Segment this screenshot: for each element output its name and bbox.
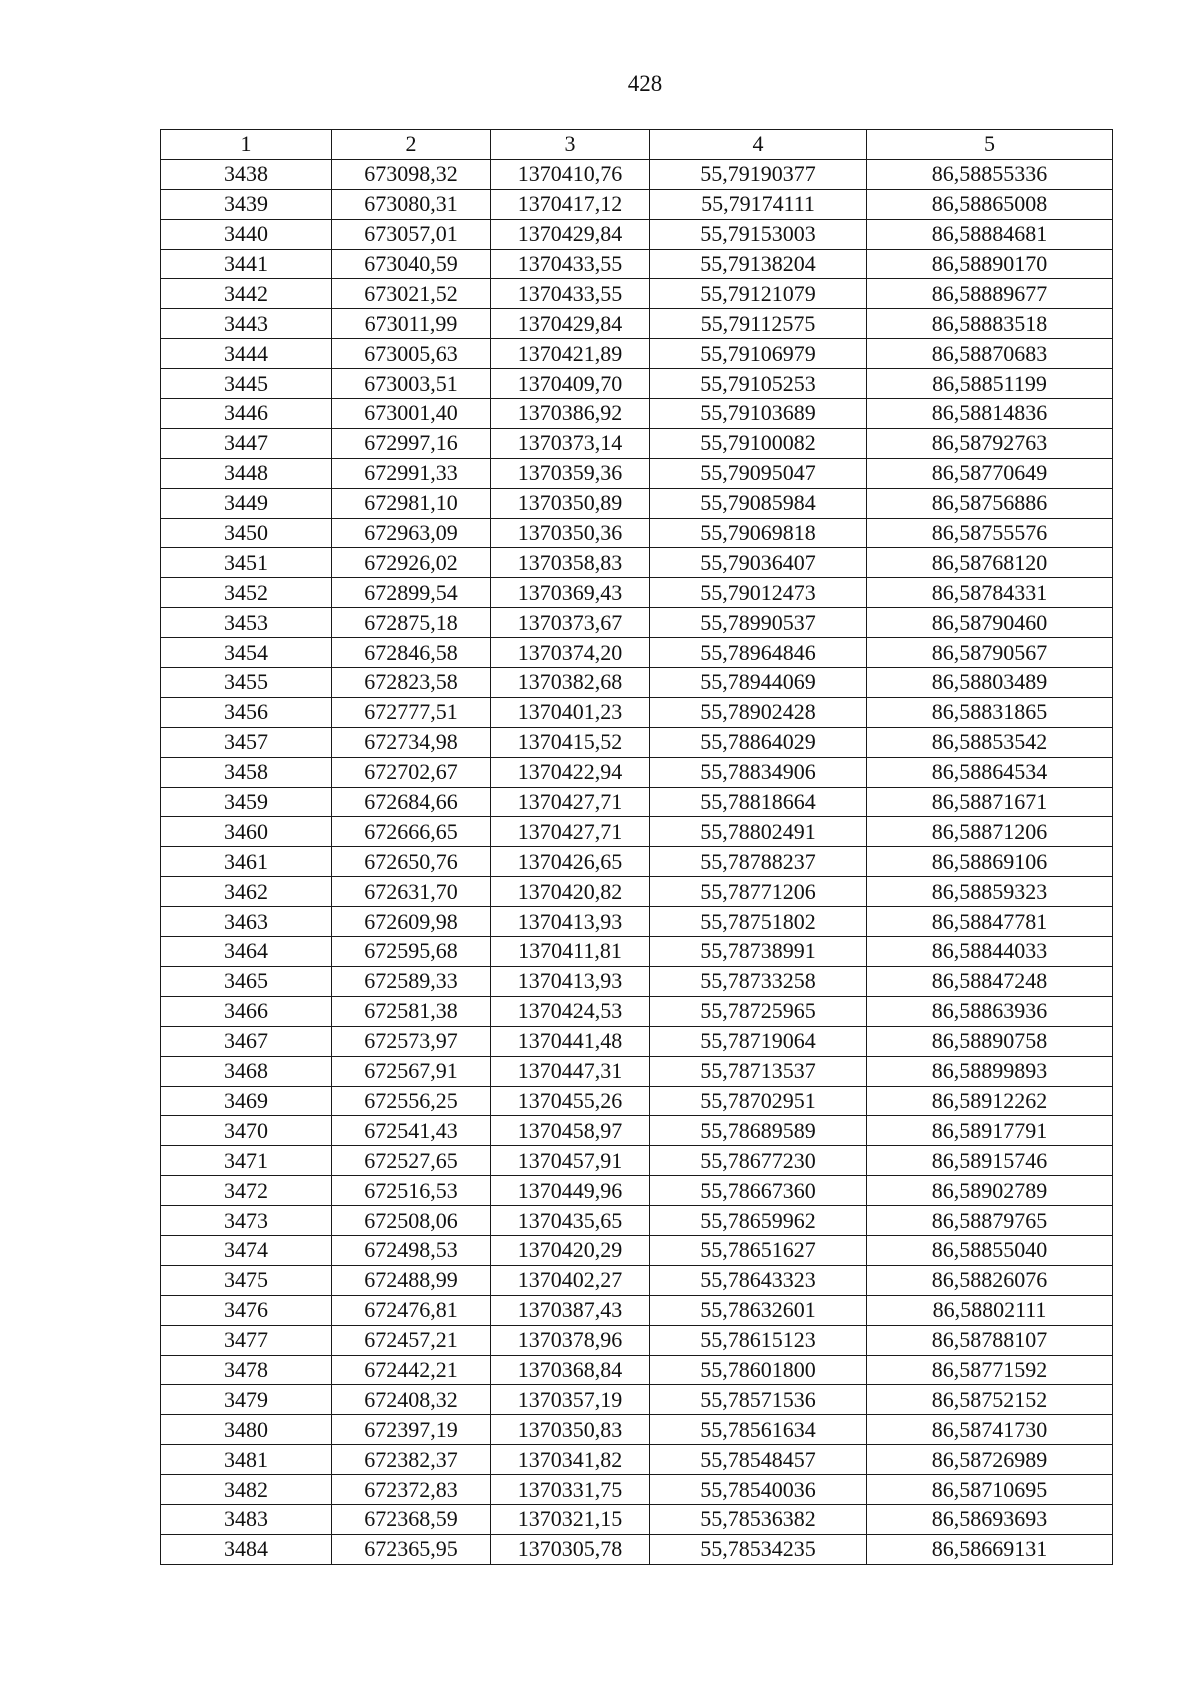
cell-longitude: 86,58890170: [867, 249, 1113, 279]
cell-longitude: 86,58855040: [867, 1235, 1113, 1265]
cell-longitude: 86,58871671: [867, 787, 1113, 817]
cell-x: 673003,51: [332, 369, 491, 399]
cell-longitude: 86,58790567: [867, 638, 1113, 668]
cell-longitude: 86,58889677: [867, 279, 1113, 309]
cell-x: 673021,52: [332, 279, 491, 309]
cell-point-number: 3450: [161, 518, 332, 548]
coordinates-table: [160, 129, 1113, 1565]
cell-point-number: 3447: [161, 428, 332, 458]
cell-y: 1370382,68: [491, 668, 650, 698]
cell-y: 1370413,93: [491, 907, 650, 937]
cell-latitude: 55,78902428: [650, 697, 867, 727]
cell-x: 672365,95: [332, 1534, 491, 1564]
cell-latitude: 55,78571536: [650, 1385, 867, 1415]
cell-y: 1370331,75: [491, 1475, 650, 1505]
cell-latitude: 55,79036407: [650, 548, 867, 578]
table-row: [161, 937, 1113, 967]
cell-y: 1370417,12: [491, 189, 650, 219]
cell-longitude: 86,58902789: [867, 1176, 1113, 1206]
cell-point-number: 3451: [161, 548, 332, 578]
cell-y: 1370455,26: [491, 1086, 650, 1116]
cell-y: 1370411,81: [491, 937, 650, 967]
cell-point-number: 3471: [161, 1146, 332, 1176]
cell-latitude: 55,78818664: [650, 787, 867, 817]
cell-longitude: 86,58884681: [867, 219, 1113, 249]
cell-point-number: 3469: [161, 1086, 332, 1116]
cell-y: 1370350,89: [491, 488, 650, 518]
table-row: [161, 1475, 1113, 1505]
cell-point-number: 3477: [161, 1325, 332, 1355]
cell-point-number: 3448: [161, 458, 332, 488]
cell-point-number: 3478: [161, 1355, 332, 1385]
cell-y: 1370373,67: [491, 608, 650, 638]
cell-point-number: 3476: [161, 1295, 332, 1325]
cell-longitude: 86,58710695: [867, 1475, 1113, 1505]
cell-point-number: 3443: [161, 309, 332, 339]
cell-latitude: 55,78713537: [650, 1056, 867, 1086]
table-row: [161, 1355, 1113, 1385]
cell-point-number: 3472: [161, 1176, 332, 1206]
cell-latitude: 55,78802491: [650, 817, 867, 847]
cell-latitude: 55,78725965: [650, 996, 867, 1026]
cell-point-number: 3482: [161, 1475, 332, 1505]
cell-longitude: 86,58855336: [867, 159, 1113, 189]
cell-x: 673040,59: [332, 249, 491, 279]
cell-x: 672382,37: [332, 1445, 491, 1475]
cell-y: 1370401,23: [491, 697, 650, 727]
cell-y: 1370350,83: [491, 1415, 650, 1445]
cell-latitude: 55,78751802: [650, 907, 867, 937]
cell-latitude: 55,79100082: [650, 428, 867, 458]
cell-point-number: 3483: [161, 1504, 332, 1534]
cell-longitude: 86,58917791: [867, 1116, 1113, 1146]
cell-y: 1370433,55: [491, 279, 650, 309]
cell-longitude: 86,58851199: [867, 369, 1113, 399]
cell-x: 672541,43: [332, 1116, 491, 1146]
cell-x: 672488,99: [332, 1265, 491, 1295]
table-row: [161, 668, 1113, 698]
cell-x: 673005,63: [332, 339, 491, 369]
cell-x: 672372,83: [332, 1475, 491, 1505]
cell-y: 1370373,14: [491, 428, 650, 458]
cell-y: 1370413,93: [491, 966, 650, 996]
cell-longitude: 86,58890758: [867, 1026, 1113, 1056]
header-row: [161, 130, 1113, 160]
cell-y: 1370429,84: [491, 309, 650, 339]
cell-longitude: 86,58741730: [867, 1415, 1113, 1445]
cell-point-number: 3464: [161, 937, 332, 967]
cell-longitude: 86,58792763: [867, 428, 1113, 458]
cell-x: 672508,06: [332, 1206, 491, 1236]
cell-y: 1370386,92: [491, 399, 650, 429]
cell-longitude: 86,58756886: [867, 488, 1113, 518]
cell-latitude: 55,78990537: [650, 608, 867, 638]
table-row: [161, 518, 1113, 548]
cell-latitude: 55,78632601: [650, 1295, 867, 1325]
cell-point-number: 3467: [161, 1026, 332, 1056]
table-row: [161, 1176, 1113, 1206]
cell-latitude: 55,78771206: [650, 877, 867, 907]
cell-y: 1370427,71: [491, 787, 650, 817]
cell-longitude: 86,58847781: [867, 907, 1113, 937]
cell-x: 673098,32: [332, 159, 491, 189]
cell-longitude: 86,58790460: [867, 608, 1113, 638]
column-header-x: 2: [332, 130, 491, 160]
cell-latitude: 55,79069818: [650, 518, 867, 548]
table-row: [161, 1146, 1113, 1176]
cell-point-number: 3441: [161, 249, 332, 279]
cell-y: 1370435,65: [491, 1206, 650, 1236]
cell-x: 672981,10: [332, 488, 491, 518]
column-header-latitude: 4: [650, 130, 867, 160]
cell-latitude: 55,79103689: [650, 399, 867, 429]
cell-y: 1370410,76: [491, 159, 650, 189]
cell-point-number: 3461: [161, 847, 332, 877]
column-header-y: 3: [491, 130, 650, 160]
cell-y: 1370350,36: [491, 518, 650, 548]
cell-latitude: 55,78944069: [650, 668, 867, 698]
cell-x: 672702,67: [332, 757, 491, 787]
cell-point-number: 3453: [161, 608, 332, 638]
cell-point-number: 3438: [161, 159, 332, 189]
cell-y: 1370341,82: [491, 1445, 650, 1475]
table-row: [161, 428, 1113, 458]
cell-x: 672573,97: [332, 1026, 491, 1056]
cell-x: 672567,91: [332, 1056, 491, 1086]
table-row: [161, 1056, 1113, 1086]
cell-x: 673001,40: [332, 399, 491, 429]
cell-point-number: 3445: [161, 369, 332, 399]
table-row: [161, 488, 1113, 518]
table-row: [161, 1026, 1113, 1056]
cell-latitude: 55,78788237: [650, 847, 867, 877]
cell-latitude: 55,78651627: [650, 1235, 867, 1265]
cell-y: 1370457,91: [491, 1146, 650, 1176]
table-row: [161, 309, 1113, 339]
table-row: [161, 1415, 1113, 1445]
cell-longitude: 86,58853542: [867, 727, 1113, 757]
table-row: [161, 907, 1113, 937]
cell-longitude: 86,58755576: [867, 518, 1113, 548]
cell-longitude: 86,58788107: [867, 1325, 1113, 1355]
table-row: [161, 1086, 1113, 1116]
cell-x: 672846,58: [332, 638, 491, 668]
cell-y: 1370426,65: [491, 847, 650, 877]
cell-latitude: 55,78534235: [650, 1534, 867, 1564]
cell-point-number: 3480: [161, 1415, 332, 1445]
cell-longitude: 86,58771592: [867, 1355, 1113, 1385]
cell-longitude: 86,58669131: [867, 1534, 1113, 1564]
cell-y: 1370415,52: [491, 727, 650, 757]
cell-y: 1370378,96: [491, 1325, 650, 1355]
table-row: [161, 279, 1113, 309]
cell-longitude: 86,58883518: [867, 309, 1113, 339]
cell-x: 672875,18: [332, 608, 491, 638]
cell-latitude: 55,79085984: [650, 488, 867, 518]
cell-x: 672516,53: [332, 1176, 491, 1206]
cell-x: 672666,65: [332, 817, 491, 847]
cell-y: 1370420,29: [491, 1235, 650, 1265]
table-row: [161, 399, 1113, 429]
cell-point-number: 3484: [161, 1534, 332, 1564]
cell-latitude: 55,78733258: [650, 966, 867, 996]
table-row: [161, 189, 1113, 219]
cell-longitude: 86,58865008: [867, 189, 1113, 219]
cell-y: 1370458,97: [491, 1116, 650, 1146]
table-row: [161, 1504, 1113, 1534]
table-row: [161, 817, 1113, 847]
cell-y: 1370321,15: [491, 1504, 650, 1534]
cell-point-number: 3458: [161, 757, 332, 787]
cell-latitude: 55,78548457: [650, 1445, 867, 1475]
cell-longitude: 86,58814836: [867, 399, 1113, 429]
cell-longitude: 86,58871206: [867, 817, 1113, 847]
cell-point-number: 3459: [161, 787, 332, 817]
cell-longitude: 86,58693693: [867, 1504, 1113, 1534]
table-body: [161, 159, 1113, 1564]
cell-latitude: 55,79138204: [650, 249, 867, 279]
cell-point-number: 3457: [161, 727, 332, 757]
cell-latitude: 55,79105253: [650, 369, 867, 399]
cell-longitude: 86,58912262: [867, 1086, 1113, 1116]
cell-latitude: 55,79153003: [650, 219, 867, 249]
cell-x: 673057,01: [332, 219, 491, 249]
cell-latitude: 55,78643323: [650, 1265, 867, 1295]
cell-latitude: 55,78667360: [650, 1176, 867, 1206]
cell-latitude: 55,78536382: [650, 1504, 867, 1534]
cell-x: 672777,51: [332, 697, 491, 727]
cell-point-number: 3474: [161, 1235, 332, 1265]
cell-x: 673080,31: [332, 189, 491, 219]
table-row: [161, 1265, 1113, 1295]
cell-point-number: 3460: [161, 817, 332, 847]
cell-y: 1370409,70: [491, 369, 650, 399]
cell-longitude: 86,58826076: [867, 1265, 1113, 1295]
cell-latitude: 55,78834906: [650, 757, 867, 787]
cell-x: 672650,76: [332, 847, 491, 877]
cell-point-number: 3446: [161, 399, 332, 429]
cell-point-number: 3449: [161, 488, 332, 518]
cell-latitude: 55,79121079: [650, 279, 867, 309]
cell-x: 672556,25: [332, 1086, 491, 1116]
cell-x: 672527,65: [332, 1146, 491, 1176]
cell-point-number: 3468: [161, 1056, 332, 1086]
table-row: [161, 548, 1113, 578]
cell-y: 1370374,20: [491, 638, 650, 668]
column-header-point-number: 1: [161, 130, 332, 160]
table-row: [161, 1385, 1113, 1415]
cell-x: 672899,54: [332, 578, 491, 608]
table-row: [161, 966, 1113, 996]
cell-y: 1370387,43: [491, 1295, 650, 1325]
cell-x: 672823,58: [332, 668, 491, 698]
table-row: [161, 369, 1113, 399]
cell-y: 1370359,36: [491, 458, 650, 488]
cell-x: 672581,38: [332, 996, 491, 1026]
cell-longitude: 86,58863936: [867, 996, 1113, 1026]
cell-y: 1370358,83: [491, 548, 650, 578]
cell-longitude: 86,58870683: [867, 339, 1113, 369]
table-row: [161, 787, 1113, 817]
cell-y: 1370424,53: [491, 996, 650, 1026]
table-row: [161, 1534, 1113, 1564]
cell-latitude: 55,78615123: [650, 1325, 867, 1355]
cell-y: 1370420,82: [491, 877, 650, 907]
column-header-longitude: 5: [867, 130, 1113, 160]
cell-x: 672498,53: [332, 1235, 491, 1265]
cell-longitude: 86,58859323: [867, 877, 1113, 907]
cell-x: 672595,68: [332, 937, 491, 967]
cell-longitude: 86,58726989: [867, 1445, 1113, 1475]
cell-point-number: 3462: [161, 877, 332, 907]
cell-latitude: 55,78738991: [650, 937, 867, 967]
cell-point-number: 3439: [161, 189, 332, 219]
cell-latitude: 55,78702951: [650, 1086, 867, 1116]
cell-point-number: 3473: [161, 1206, 332, 1236]
cell-latitude: 55,79106979: [650, 339, 867, 369]
cell-longitude: 86,58803489: [867, 668, 1113, 698]
table-row: [161, 1116, 1113, 1146]
cell-x: 672408,32: [332, 1385, 491, 1415]
cell-y: 1370368,84: [491, 1355, 650, 1385]
cell-y: 1370305,78: [491, 1534, 650, 1564]
cell-point-number: 3442: [161, 279, 332, 309]
page-number: 428: [627, 71, 663, 96]
cell-y: 1370402,27: [491, 1265, 650, 1295]
cell-y: 1370441,48: [491, 1026, 650, 1056]
cell-point-number: 3465: [161, 966, 332, 996]
cell-latitude: 55,78601800: [650, 1355, 867, 1385]
cell-y: 1370369,43: [491, 578, 650, 608]
cell-x: 672963,09: [332, 518, 491, 548]
table-row: [161, 608, 1113, 638]
table-row: [161, 578, 1113, 608]
cell-latitude: 55,78540036: [650, 1475, 867, 1505]
cell-x: 672476,81: [332, 1295, 491, 1325]
cell-longitude: 86,58915746: [867, 1146, 1113, 1176]
cell-point-number: 3479: [161, 1385, 332, 1415]
cell-y: 1370449,96: [491, 1176, 650, 1206]
cell-point-number: 3481: [161, 1445, 332, 1475]
cell-longitude: 86,58768120: [867, 548, 1113, 578]
cell-x: 672397,19: [332, 1415, 491, 1445]
cell-y: 1370429,84: [491, 219, 650, 249]
cell-latitude: 55,79012473: [650, 578, 867, 608]
cell-longitude: 86,58899893: [867, 1056, 1113, 1086]
table-row: [161, 638, 1113, 668]
cell-latitude: 55,78719064: [650, 1026, 867, 1056]
cell-point-number: 3455: [161, 668, 332, 698]
table-row: [161, 458, 1113, 488]
cell-latitude: 55,78659962: [650, 1206, 867, 1236]
cell-x: 672631,70: [332, 877, 491, 907]
cell-y: 1370421,89: [491, 339, 650, 369]
cell-point-number: 3454: [161, 638, 332, 668]
table-row: [161, 1445, 1113, 1475]
cell-latitude: 55,78677230: [650, 1146, 867, 1176]
table-row: [161, 697, 1113, 727]
cell-longitude: 86,58802111: [867, 1295, 1113, 1325]
cell-latitude: 55,78561634: [650, 1415, 867, 1445]
table-row: [161, 339, 1113, 369]
cell-x: 673011,99: [332, 309, 491, 339]
cell-y: 1370433,55: [491, 249, 650, 279]
cell-point-number: 3475: [161, 1265, 332, 1295]
cell-point-number: 3452: [161, 578, 332, 608]
table-row: [161, 847, 1113, 877]
cell-x: 672609,98: [332, 907, 491, 937]
cell-longitude: 86,58752152: [867, 1385, 1113, 1415]
cell-latitude: 55,79190377: [650, 159, 867, 189]
cell-latitude: 55,79112575: [650, 309, 867, 339]
table-row: [161, 727, 1113, 757]
cell-y: 1370447,31: [491, 1056, 650, 1086]
cell-x: 672368,59: [332, 1504, 491, 1534]
cell-point-number: 3440: [161, 219, 332, 249]
table-row: [161, 219, 1113, 249]
table-row: [161, 1295, 1113, 1325]
cell-longitude: 86,58847248: [867, 966, 1113, 996]
table-header: [161, 130, 1113, 160]
cell-x: 672991,33: [332, 458, 491, 488]
cell-y: 1370422,94: [491, 757, 650, 787]
cell-x: 672926,02: [332, 548, 491, 578]
table-row: [161, 877, 1113, 907]
cell-latitude: 55,79095047: [650, 458, 867, 488]
table-row: [161, 1325, 1113, 1355]
cell-longitude: 86,58844033: [867, 937, 1113, 967]
cell-point-number: 3456: [161, 697, 332, 727]
cell-x: 672997,16: [332, 428, 491, 458]
cell-longitude: 86,58831865: [867, 697, 1113, 727]
cell-y: 1370357,19: [491, 1385, 650, 1415]
cell-x: 672734,98: [332, 727, 491, 757]
table-row: [161, 1235, 1113, 1265]
cell-x: 672589,33: [332, 966, 491, 996]
cell-point-number: 3463: [161, 907, 332, 937]
cell-latitude: 55,78864029: [650, 727, 867, 757]
cell-y: 1370427,71: [491, 817, 650, 847]
cell-x: 672684,66: [332, 787, 491, 817]
cell-longitude: 86,58864534: [867, 757, 1113, 787]
cell-point-number: 3466: [161, 996, 332, 1026]
cell-point-number: 3444: [161, 339, 332, 369]
cell-latitude: 55,78964846: [650, 638, 867, 668]
cell-longitude: 86,58869106: [867, 847, 1113, 877]
table-row: [161, 996, 1113, 1026]
cell-latitude: 55,78689589: [650, 1116, 867, 1146]
cell-point-number: 3470: [161, 1116, 332, 1146]
cell-latitude: 55,79174111: [650, 189, 867, 219]
cell-x: 672442,21: [332, 1355, 491, 1385]
table-row: [161, 159, 1113, 189]
cell-longitude: 86,58879765: [867, 1206, 1113, 1236]
cell-x: 672457,21: [332, 1325, 491, 1355]
cell-longitude: 86,58784331: [867, 578, 1113, 608]
table-row: [161, 249, 1113, 279]
table-row: [161, 757, 1113, 787]
table-row: [161, 1206, 1113, 1236]
cell-longitude: 86,58770649: [867, 458, 1113, 488]
